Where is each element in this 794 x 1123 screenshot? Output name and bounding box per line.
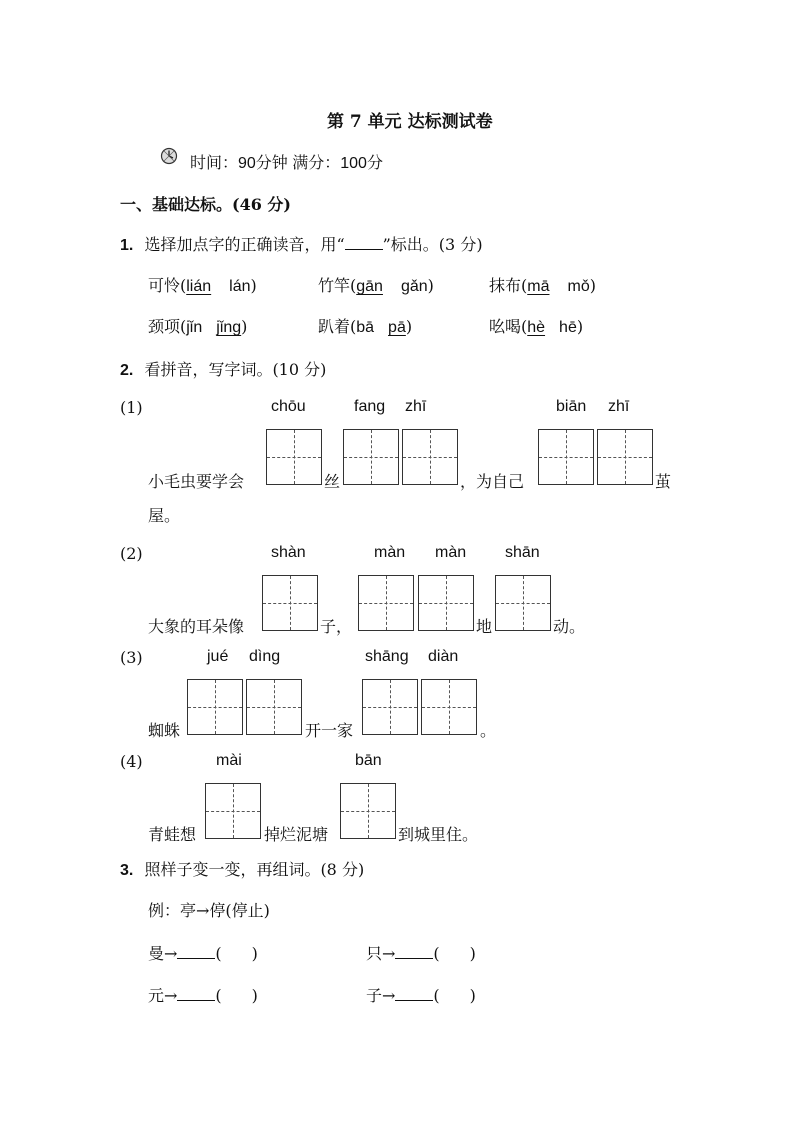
sub-label: (3) xyxy=(120,648,143,667)
sentence-text: 子， xyxy=(320,617,353,636)
question-number: 3. xyxy=(120,862,134,879)
clock-icon xyxy=(160,147,178,165)
writing-grid-box[interactable] xyxy=(402,429,458,485)
pinyin: zhī xyxy=(405,398,427,415)
writing-grid-box[interactable] xyxy=(340,783,396,839)
sentence-text: 丝 xyxy=(324,472,341,491)
writing-grid-box[interactable] xyxy=(205,783,261,839)
sub-label: (4) xyxy=(120,752,143,771)
reading-option-3: 抹布(mā mǒ) xyxy=(489,276,596,295)
section-heading: 一、基础达标。(46 分) xyxy=(120,195,291,214)
transform-item: 子→ ( ) xyxy=(366,986,476,1005)
pinyin: fang xyxy=(354,398,386,415)
pinyin: bān xyxy=(355,752,382,769)
exam-meta: 时间：90分钟 满分：100分 xyxy=(190,155,383,172)
sentence-text: 掉烂泥塘 xyxy=(264,825,329,844)
sentence-text: 蜘蛛 xyxy=(148,721,181,740)
pinyin: chōu xyxy=(271,398,306,415)
sentence-text: 茧 xyxy=(655,472,672,491)
writing-grid-box[interactable] xyxy=(262,575,318,631)
writing-grid-box[interactable] xyxy=(495,575,551,631)
reading-option-5: 趴着(bā pā) xyxy=(318,317,413,336)
sentence-text: 。 xyxy=(480,721,497,740)
pinyin: zhī xyxy=(608,398,630,415)
writing-grid-box[interactable] xyxy=(266,429,322,485)
sentence-text: 开一家 xyxy=(305,721,354,740)
sentence-text: ，为自己 xyxy=(460,472,525,491)
pinyin: shàn xyxy=(271,544,306,561)
writing-grid-box[interactable] xyxy=(421,679,477,735)
sentence-text: 青蛙想 xyxy=(148,825,197,844)
writing-grid-box[interactable] xyxy=(187,679,243,735)
underline-marker xyxy=(345,235,383,250)
reading-option-1: 可怜(lián lán) xyxy=(148,276,257,295)
writing-grid-box[interactable] xyxy=(597,429,653,485)
writing-grid-box[interactable] xyxy=(362,679,418,735)
sentence-text: 屋。 xyxy=(148,506,181,525)
reading-option-4: 颈项(jǐn jǐng) xyxy=(148,317,248,336)
sentence-text: 到城里住。 xyxy=(398,825,479,844)
reading-option-2: 竹竿(gān gǎn) xyxy=(318,276,434,295)
writing-grid-box[interactable] xyxy=(343,429,399,485)
page-title: 第 7 单元 达标测试卷 xyxy=(327,112,493,132)
question-3-prompt: 3. 照样子变一变，再组词。(8 分) xyxy=(120,860,365,879)
sentence-text: 小毛虫要学会 xyxy=(148,472,245,491)
writing-grid-box[interactable] xyxy=(246,679,302,735)
transform-item: 只→ ( ) xyxy=(366,944,476,963)
pinyin: biān xyxy=(556,398,587,415)
sentence-text: 动。 xyxy=(553,617,586,636)
sentence-text: 地 xyxy=(476,617,493,636)
reading-option-6: 吆喝(hè hē) xyxy=(489,317,584,336)
sub-label: (2) xyxy=(120,544,143,563)
pinyin: jué xyxy=(207,648,229,665)
transform-item: 曼→ ( ) xyxy=(148,944,258,963)
sentence-text: 大象的耳朵像 xyxy=(148,617,245,636)
example-line: 例：亭→停(停止) xyxy=(148,901,270,920)
writing-grid-box[interactable] xyxy=(358,575,414,631)
transform-item: 元→ ( ) xyxy=(148,986,258,1005)
question-number: 1. xyxy=(120,237,134,254)
question-2-prompt: 2. 看拼音，写字词。(10 分) xyxy=(120,360,327,379)
writing-grid-box[interactable] xyxy=(538,429,594,485)
writing-grid-box[interactable] xyxy=(418,575,474,631)
sub-label: (1) xyxy=(120,398,143,417)
question-1-prompt: 1. 选择加点字的正确读音，用“ ”标出。(3 分) xyxy=(120,235,483,254)
pinyin: diàn xyxy=(428,648,459,665)
pinyin: shāng xyxy=(365,648,409,665)
pinyin: màn xyxy=(374,544,406,561)
pinyin: mài xyxy=(216,752,242,769)
question-number: 2. xyxy=(120,362,134,379)
pinyin: dìng xyxy=(249,648,281,665)
pinyin: shān xyxy=(505,544,540,561)
pinyin: màn xyxy=(435,544,467,561)
